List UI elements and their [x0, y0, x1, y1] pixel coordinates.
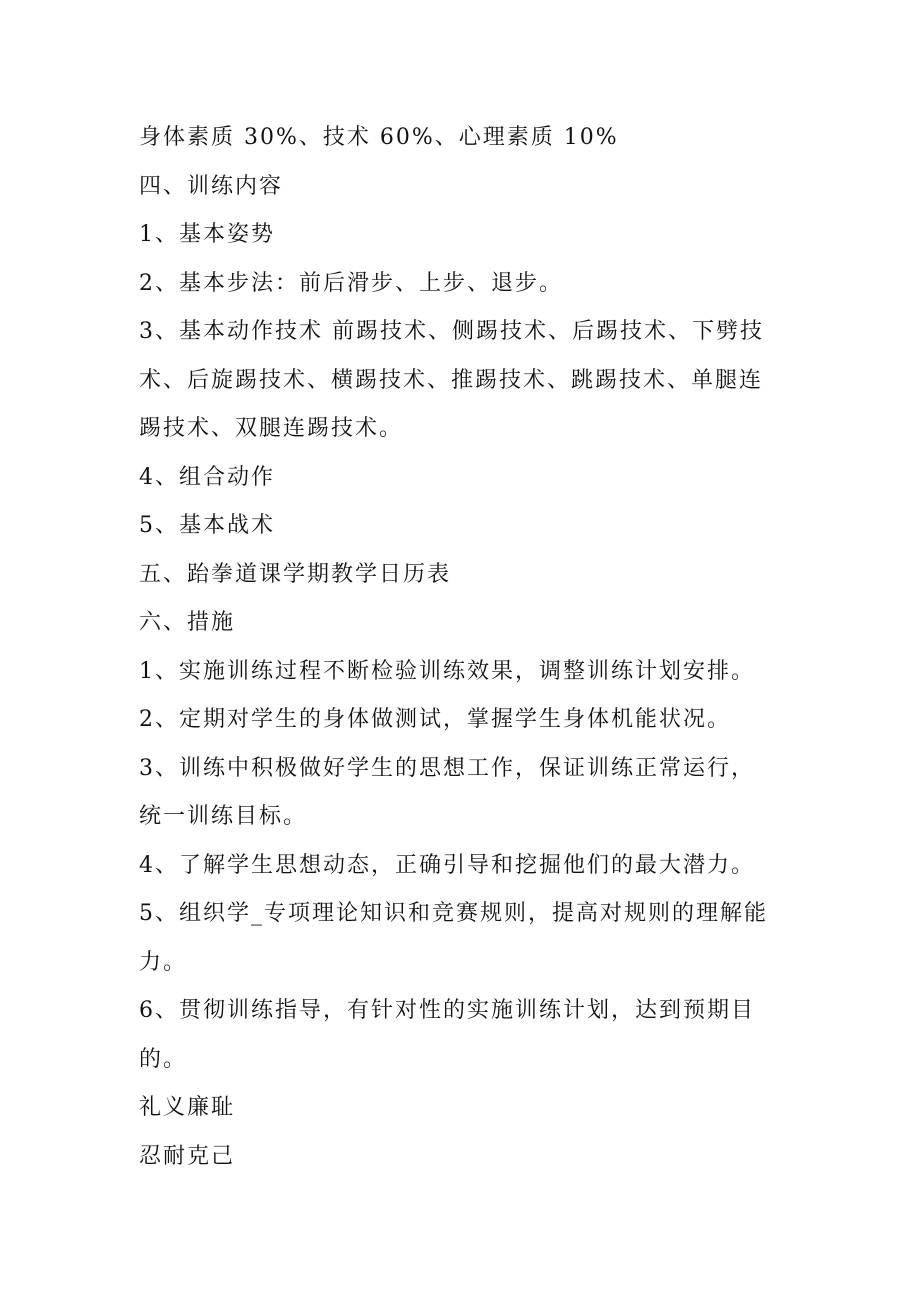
text-line: 统一训练目标。 — [139, 804, 308, 829]
text-line: 5、组织学_专项理论知识和竞赛规则，提高对规则的理解能 — [139, 901, 768, 926]
text-line: 6、贯彻训练指导，有针对性的实施训练计划，达到预期目 — [139, 998, 755, 1023]
text-line: 4、组合动作 — [139, 464, 275, 490]
text-line: 1、实施训练过程不断检验训练效果，调整训练计划安排。 — [139, 658, 755, 684]
section-heading: 五、跆拳道课学期教学日历表 — [139, 561, 452, 587]
text-line: 力。 — [139, 949, 188, 975]
section-heading: 四、训练内容 — [139, 173, 284, 199]
text-line: 术、后旋踢技术、横踢技术、推踢技术、跳踢技术、单腿连 — [139, 367, 764, 393]
text-line: 4、了解学生思想动态，正确引导和挖掘他们的最大潜力。 — [139, 852, 755, 878]
motto-line: 忍耐克己 — [139, 1143, 236, 1169]
text-line: 1、基本姿势 — [139, 222, 275, 247]
motto-line: 礼义廉耻 — [139, 1095, 236, 1120]
section-heading: 六、措施 — [139, 610, 236, 635]
text-line: 2、定期对学生的身体做测试，掌握学生身体机能状况。 — [139, 707, 731, 732]
text-line: 2、基本步法：前后滑步、上步、退步。 — [139, 270, 563, 296]
text-line: 3、基本动作技术 前踢技术、侧踢技术、后踢技术、下劈技 — [139, 319, 764, 344]
text-line: 踢技术、双腿连踢技术。 — [139, 416, 404, 441]
text-line: 的。 — [139, 1046, 188, 1072]
text-line: 身体素质 30%、技术 60%、心理素质 10% — [139, 125, 619, 150]
document-body — [139, 114, 789, 1181]
text-line: 5、基本战术 — [139, 513, 275, 538]
text-line: 3、训练中积极做好学生的思想工作，保证训练正常运行， — [139, 755, 755, 781]
